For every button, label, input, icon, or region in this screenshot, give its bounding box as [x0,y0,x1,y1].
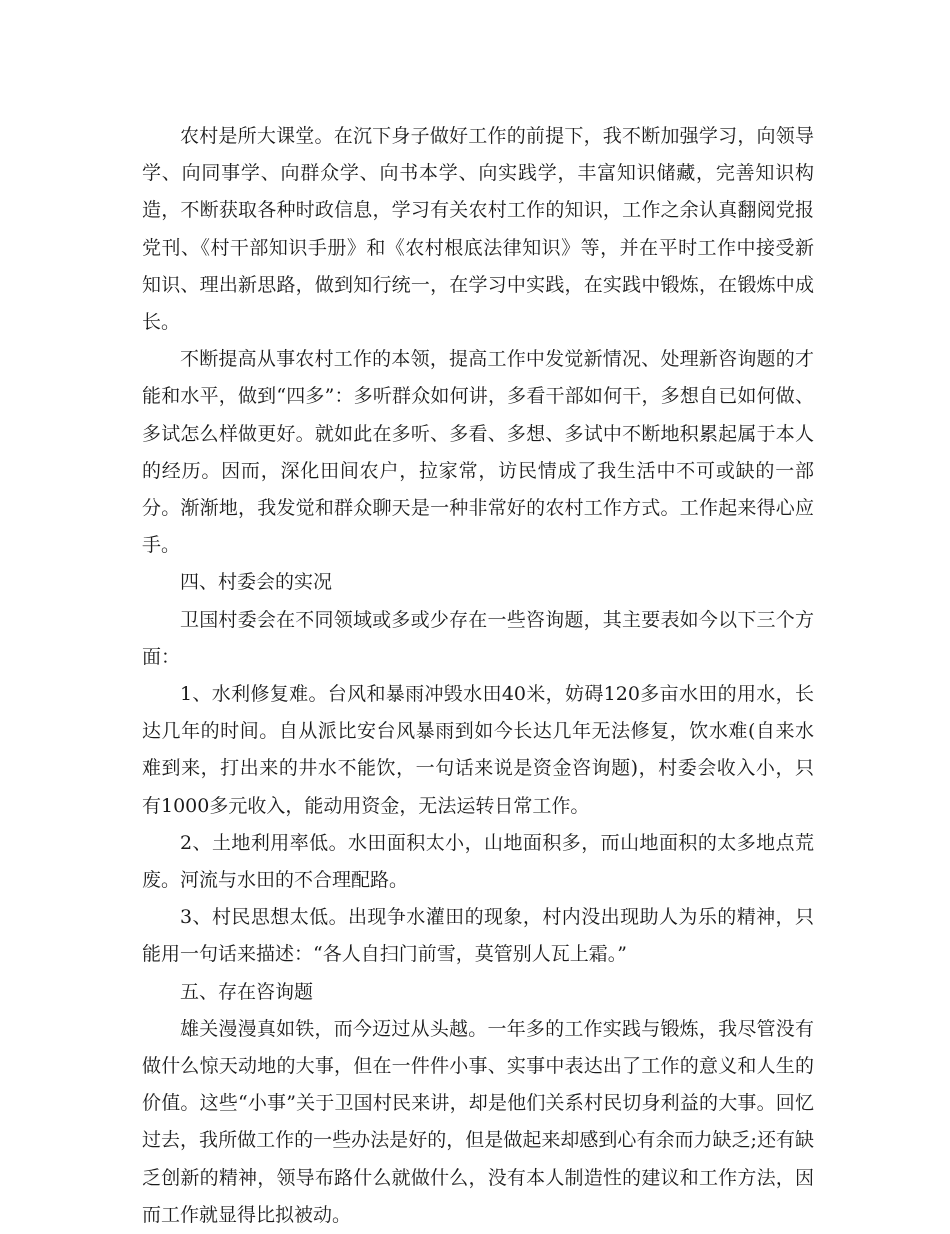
section-heading-existing-problems: 五、存在咨询题 [180,980,314,1003]
paragraph-villager-attitude: 3、村民思想太低。出现争水灌田的现象，村内没出现助人为乐的精神，只能用一句话来描述：“各人自扫门前雪，莫管别人瓦上霜。” [142,906,814,966]
document-body [142,118,814,1234]
paragraph-skills: 不断提高从事农村工作的本领，提高工作中发觉新情况、处理新咨询题的才能和水平，做到“四多”：多听群众如何讲，多看干部如何干，多想自已如何做、多试怎么样做更好。就如此在多听、多看、多想、多试中不断地积累起属于本人的经历。因而，深化田间农户，拉家常，访民情成了我生活中不可或缺的一部分。渐渐地，我发觉和群众聊天是一种非常好的农村工作方式。工作起来得心应手。 [142,348,814,557]
paragraph-water-conservancy: 1、水利修复难。台风和暴雨冲毁水田40米，妨碍120多亩水田的用水，长达几年的时间。自从派比安台风暴雨到如今长达几年无法修复，饮水难(自来水难到来，打出来的井水不能饮，一句话来说是资金咨询题)，村委会收入小，只有1000多元收入，能动用资金，无法运转日常工作。 [142,683,814,817]
paragraph-reflection: 雄关漫漫真如铁，而今迈过从头越。一年多的工作实践与锻炼，我尽管没有做什么惊天动地的大事，但在一件件小事、实事中表达出了工作的意义和人生的价值。这些“小事”关于卫国村民来讲，却是他们关系村民切身利益的大事。回忆过去，我所做工作的一些办法是好的，但是做起来却感到心有余而力缺乏;还有缺乏创新的精神，领导布路什么就做什么，没有本人制造性的建议和工作方法，因而工作就显得比拟被动。 [142,1017,814,1226]
section-heading-village-committee: 四、村委会的实况 [180,571,333,594]
paragraph-land-use: 2、土地利用率低。水田面积太小，山地面积多，而山地面积的太多地点荒废。河流与水田的不合理配路。 [142,831,814,892]
paragraph-problems-intro: 卫国村委会在不同领域或多或少存在一些咨询题，其主要表如今以下三个方面： [142,608,814,668]
paragraph-study: 农村是所大课堂。在沉下身子做好工作的前提下，我不断加强学习，向领导学、向同事学、向群众学、向书本学、向实践学，丰富知识储藏，完善知识构造，不断获取各种时政信息，学习有关农村工作的知识，工作之余认真翻阅党报党刊、《村干部知识手册》和《农村根底法律知识》等，并在平时工作中接受新知识、理出新思路，做到知行统一，在学习中实践，在实践中锻炼，在锻炼中成长。 [142,125,814,334]
